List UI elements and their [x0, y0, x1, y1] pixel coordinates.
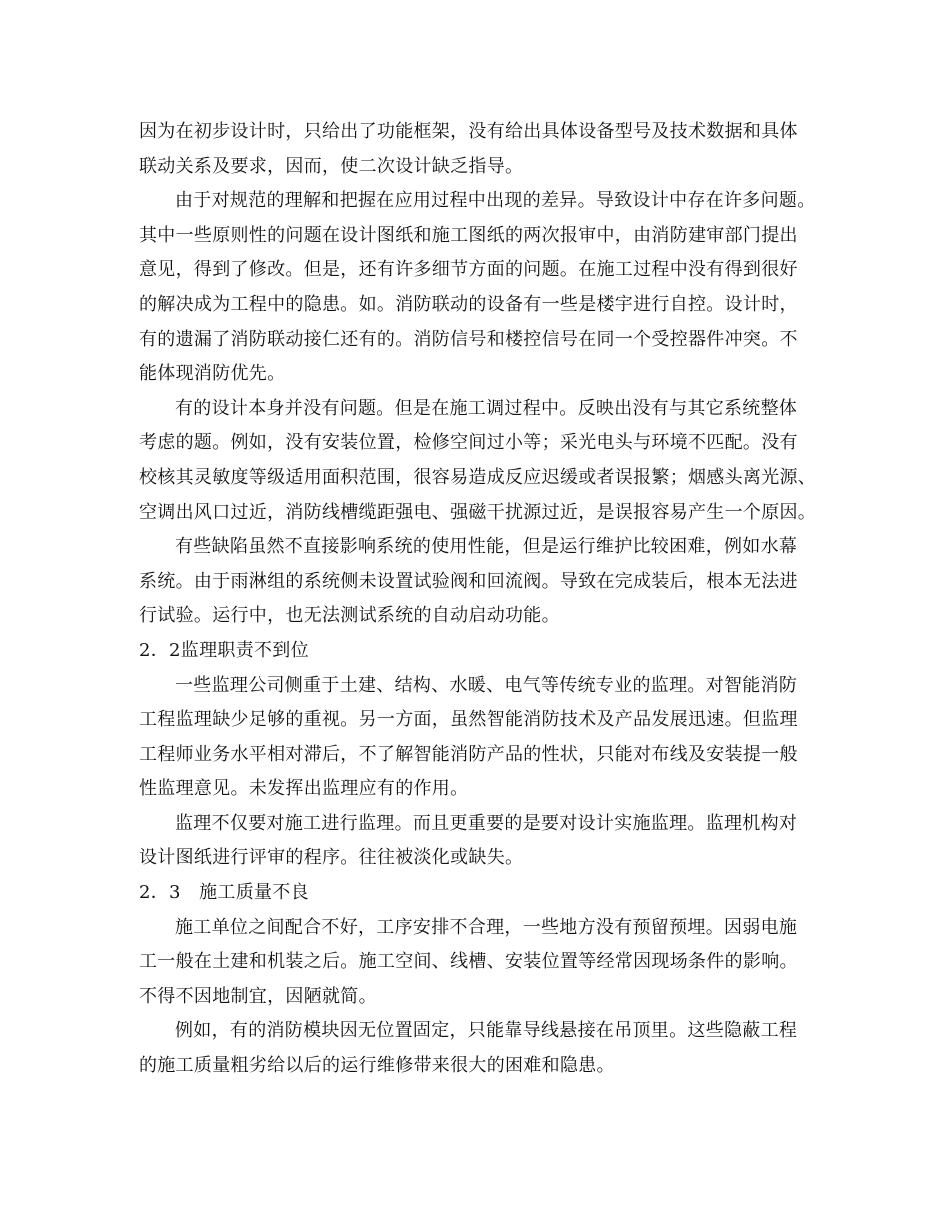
paragraph-first-line: 例如，有的消防模块因无位置固定，只能靠导线悬接在吊顶里。这些隐蔽工程: [175, 1020, 798, 1042]
text-line: 考虑的题。例如，没有安装位置，检修空间过小等；采光电头与环境不匹配。没有: [139, 432, 798, 454]
paragraph-first-line: 有的设计本身并没有问题。但是在施工调过程中。反映出没有与其它系统整体: [175, 397, 798, 419]
text-line: 的施工质量粗劣给以后的运行维修带来很大的困难和隐患。: [139, 1055, 615, 1077]
text-line: 其中一些原则性的问题在设计图纸和施工图纸的两次报审中，由消防建审部门提出: [139, 224, 798, 246]
section-heading: 2．2监理职责不到位: [139, 639, 309, 661]
section-heading: 2．3 施工质量不良: [139, 882, 309, 904]
text-line: 能体现消防优先。: [139, 363, 286, 385]
text-line: 有的遗漏了消防联动接仁还有的。消防信号和楼控信号在同一个受控器件冲突。不: [139, 328, 798, 350]
text-line: 设计图纸进行评审的程序。往往被淡化或缺失。: [139, 847, 524, 869]
text-line: 意见，得到了修改。但是，还有许多细节方面的问题。在施工过程中没有得到很好: [139, 259, 798, 281]
text-line: 校核其灵敏度等级适用面积范围，很容易造成反应迟缓或者误报繁；烟感头离光源、: [139, 466, 817, 488]
paragraph-first-line: 有些缺陷虽然不直接影响系统的使用性能，但是运行维护比较困难，例如水幕: [175, 536, 798, 558]
text-line: 不得不因地制宜，因陋就简。: [139, 985, 377, 1007]
text-line: 系统。由于雨淋组的系统侧未设置试验阀和回流阀。导致在完成装后，根本无法进: [139, 570, 798, 592]
paragraph-first-line: 由于对规范的理解和把握在应用过程中出现的差异。导致设计中存在许多问题。: [175, 190, 816, 212]
text-line: 的解决成为工程中的隐患。如。消防联动的设备有一些是楼宇进行自控。设计时，: [139, 293, 798, 315]
paragraph-first-line: 一些监理公司侧重于土建、结构、水暖、电气等传统专业的监理。对智能消防: [175, 674, 798, 696]
paragraph-first-line: 监理不仅要对施工进行监理。而且更重要的是要对设计实施监理。监理机构对: [175, 812, 798, 834]
text-line: 因为在初步设计时，只给出了功能框架，没有给出具体设备型号及技术数据和具体: [139, 121, 798, 142]
text-line: 工程监理缺少足够的重视。另一方面，虽然智能消防技术及产品发展迅速。但监理: [139, 709, 798, 731]
text-line: 联动关系及要求，因而，使二次设计缺乏指导。: [139, 155, 524, 177]
text-line: 工程师业务水平相对滞后，不了解智能消防产品的性状，只能对布线及安装提一般: [139, 743, 798, 765]
text-line: 空调出风口过近，消防线槽缆距强电、强磁干扰源过近，是误报容易产生一个原因。: [139, 501, 817, 523]
paragraph-first-line: 施工单位之间配合不好，工序安排不合理，一些地方没有预留预埋。因弱电施: [175, 916, 798, 938]
text-line: 工一般在土建和机装之后。施工空间、线槽、安装位置等经常因现场条件的影响。: [139, 951, 798, 973]
document-body: [139, 115, 829, 1084]
text-line: 性监理意见。未发挥出监理应有的作用。: [139, 778, 469, 800]
text-line: 行试验。运行中，也无法测试系统的自动启动功能。: [139, 605, 560, 627]
